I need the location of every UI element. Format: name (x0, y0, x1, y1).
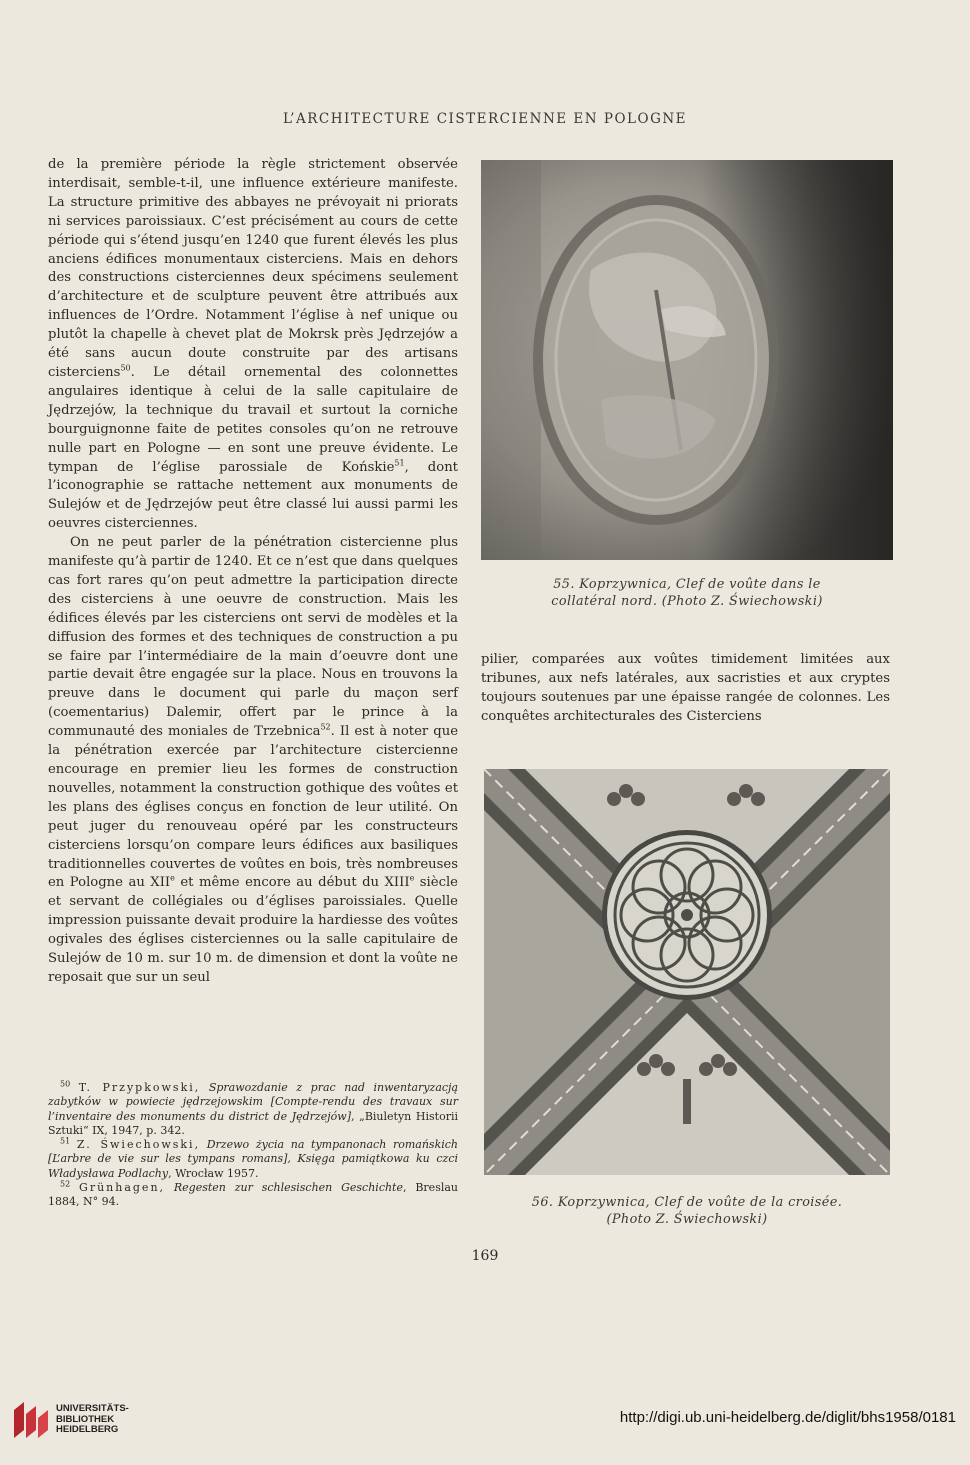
paragraph-1: de la première période la règle strictement observée interdisait, semble-t-il, une influence extérieure manifeste. La structure primitive des abbayes ne prévoyait ni priorats ni services paroissiaux. C’est précisément au cours de cette période qui s’étend jusqu’en 1240 que furent élevés les plus anciens édifices monumentaux cisterciens. Mais en dehors des constructions cisterciennes deux spécimens seulement d’architecture et de sculpture peuvent être attribués aux influences de l’Ordre. Notamment l’église à nef unique ou plutôt la chapelle à chevet plat de Mokrsk près Jędrzejów a été sans aucun doute construite par des artisans cisterciens$^{50}$. Le détail ornemental des colonnettes angulaires identique à celui de la salle capitulaire de Jędrzejów, la technique du travail et surtout la corniche bourguignonne faite de petites consoles qu’on ne retrouve nulle part en Pologne — en sont une preuve évidente. Le tympan de l’église parossiale de Końskie$^{51}$, dont l’iconographie se rattache nettement aux monuments de Sulejów et de Jędrzejów peut être classé lui aussi parmi les oeuvres cisterciennes. (48, 157, 458, 532)
figure-56-photo (484, 769, 890, 1175)
running-title: L’ARCHITECTURE CISTERCIENNE EN POLOGNE (282, 111, 688, 127)
superscript-e: e (170, 874, 175, 884)
right-column-text: pilier, comparées aux voûtes timidement limitées aux tribunes, aux nefs latérales, aux sacristies et aux cryptes toujours soutenues par une épaisse rangée de colonnes. Les conquêtes architecturales des Cisterciens (481, 652, 890, 724)
footnote-52: $^{52}$ Grünhagen, Regesten zur schlesischen Geschichte, Breslau 1884, N° 94. (48, 1179, 458, 1209)
footnote-ref-52[interactable]: 52 (320, 722, 331, 732)
figure-56-caption: 56. Koprzywnica, Clef de voûte de la croisée. (Photo Z. Świechowski) (531, 1195, 843, 1227)
paragraph-2: On ne peut parler de la pénétration cistercienne plus manifeste qu’à partir de 1240. Et ce n’est que dans quelques cas fort rares qu’on peut admettre la participation directe des cisterciens à une oeuvre de construction. Mais les édifices élevés par les cisterciens ont servi de modèles et la diffusion des formes et des techniques de construction a pu se faire par l’intermédiaire de la main d’oeuvre dont une partie devait être engagée sur la place. Nous en trouvons la preuve dans le document qui parle du maçon serf (coementarius) Dalemir, offert par le prince à la communauté des moniales de Trzebnica$^{52}$. Il est à noter que la pénétration exercée par l’architecture cistercienne encourage en premier lieu les formes de construction nouvelles, notamment la construction gothique des voûtes et les plans des églises conçus en fonction de leur utilité. On peut juger du renouveau opéré par les constructeurs cisterciens lorsqu’on compare leurs édifices aux basiliques traditionnelles couvertes de voûtes en bois, très nombreuses en Pologne au XIIe et même encore au début du XIIIe siècle et servant de collégiales ou d’églises paroissiales. Quelle impression puissante devait produire la hardiesse des voûtes ogivales des églises cisterciennes ou la salle capitulaire de Sulejów de 10 m. sur 10 m. de dimension et dont la voûte ne reposait que sur un seul (48, 535, 458, 985)
university-library-logo-icon[interactable] (12, 1400, 50, 1440)
library-name[interactable]: UNIVERSITÄTS- BIBLIOTHEK HEIDELBERG (56, 1403, 129, 1435)
vault-rosette-image (484, 769, 890, 1175)
page-number: 169 (471, 1248, 499, 1264)
left-column-text (48, 156, 458, 988)
figure-55-caption: 55. Koprzywnica, Clef de voûte dans le collatéral nord. (Photo Z. Świechowski) (551, 577, 823, 609)
footnote-ref-51[interactable]: 51 (394, 458, 405, 468)
footnote-ref-50[interactable]: 50 (120, 363, 131, 373)
figure-55-photo (481, 160, 893, 560)
superscript-e: e (409, 874, 415, 884)
footnotes (48, 1081, 458, 1210)
source-url-link[interactable]: http://digi.ub.uni-heidelberg.de/diglit/bhs1958/0181 (619, 1409, 956, 1426)
footnote-50: $^{50}$ T. Przypkowski, Sprawozdanie z prac nad inwentaryzacją zabytków w powiecie jędrzejowskim [Compte-rendu des travaux sur l’inventaire des monuments du district de Jędrzejów], „Biuletyn Historii Sztuki“ IX, 1947, p. 342. (48, 1079, 459, 1137)
keystone-relief-image (481, 160, 893, 560)
footer (0, 1397, 970, 1447)
footnote-51: $^{51}$ Z. Świechowski, Drzewo życia na tympanonach romańskich [L’arbre de vie sur les tympans romans], Księga pamiątkowa ku czci Władysława Podlachy, Wrocław 1957. (48, 1136, 458, 1180)
